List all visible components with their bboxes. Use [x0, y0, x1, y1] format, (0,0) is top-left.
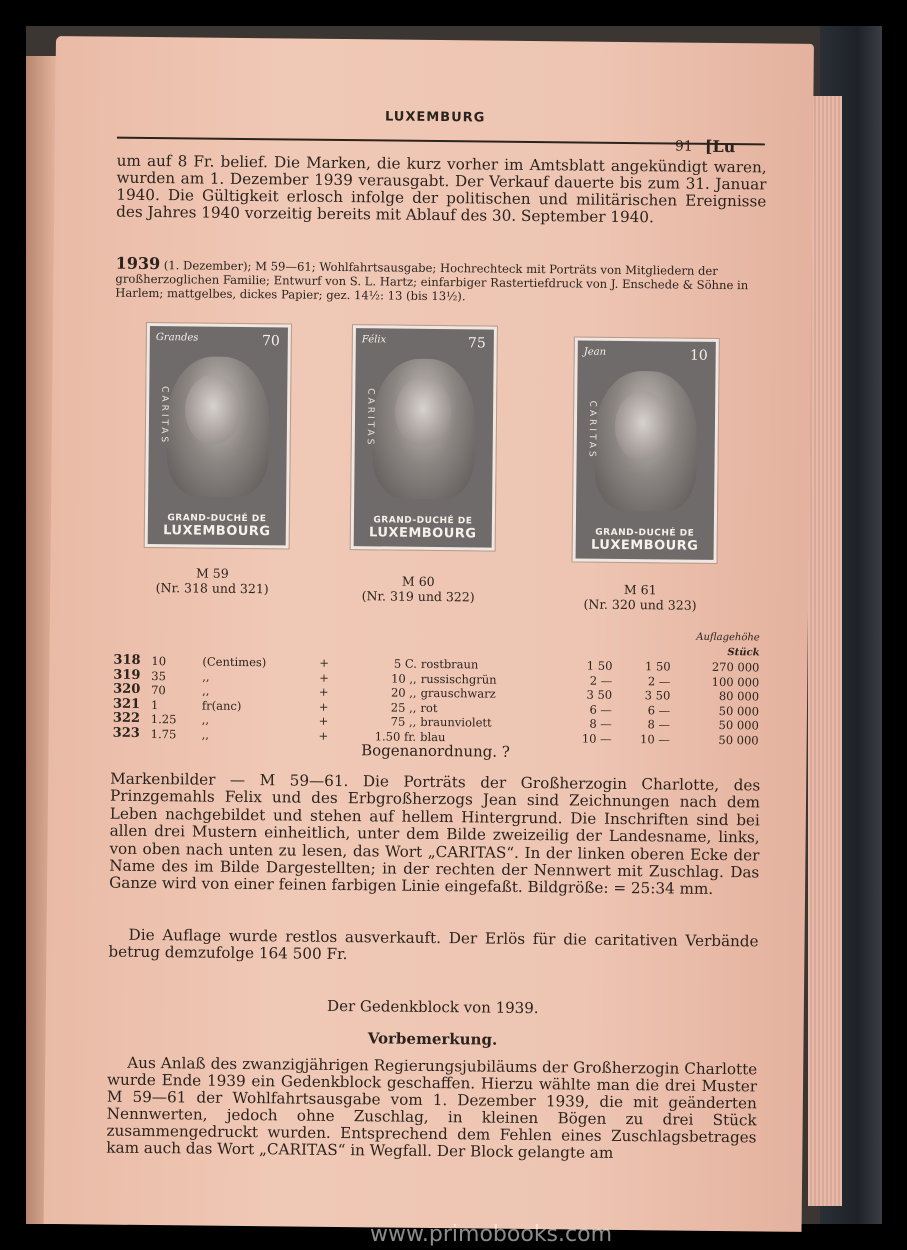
row-color: rostbraun [420, 656, 479, 672]
watermark: www.primobooks.com [369, 1222, 613, 1247]
country-line2: LUXEMBOURG [163, 523, 271, 540]
row-surcharge: 20 ,, [390, 685, 417, 700]
auflage-paragraph: Die Auflage wurde restlos ausverkauft. Der Erlös für die caritativen Verbände betrug demzufolge 164 500 Fr. [108, 925, 759, 964]
row-price2: 8 — [647, 717, 671, 732]
issue-year: 1939 [115, 253, 161, 274]
country-line1: GRAND-DUCHÉ DE [595, 527, 695, 539]
caption-nr: (Nr. 318 und 321) [155, 580, 269, 597]
row-nr: 320 [113, 681, 141, 697]
markenbilder-label: Markenbilder — M 59—61. [110, 769, 349, 791]
row-nr: 318 [113, 652, 141, 668]
header-rule [117, 137, 765, 146]
page-code: [Lu [704, 136, 736, 157]
row-plus: + [318, 713, 329, 728]
country-inscription [576, 527, 714, 553]
caritas-text: CARITAS [586, 400, 598, 460]
caption-m: M 60 [401, 573, 435, 589]
row-plus: + [319, 670, 329, 685]
country-inscription [148, 513, 286, 539]
row-surcharge: 5 C. [393, 656, 417, 671]
row-nr: 321 [112, 696, 141, 712]
row-count: 270 000 [711, 659, 760, 675]
values-table [111, 625, 762, 748]
gedenkblock-heading: Der Gedenkblock von 1939. [327, 996, 539, 1018]
row-unit: ,, [202, 669, 210, 684]
row-count: 50 000 [718, 732, 759, 747]
page-edges [808, 96, 842, 1206]
caption-m: M 59 [195, 565, 229, 581]
intro-paragraph: um auf 8 Fr. belief. Die Marken, die kurz vorher im Amtsblatt angekündigt waren, wurden am 1. Dezember 1939 verausgabt. Der Verkauf dauerte bis zum 31. Januar 1940. Die Gültigkeit erlosch infolge der politischen und militärischen Ereignisse des Jahres 1940 vorzeitig bereits mit Ablauf des 30. September 1940. [116, 151, 767, 227]
vorbemerkung-heading: Vorbemerkung. [367, 1029, 498, 1049]
row-value: 1.75 [150, 726, 177, 741]
stamp-name: Grandes [155, 332, 199, 344]
row-price2: 1 50 [644, 659, 671, 674]
running-head: LUXEMBURG [384, 109, 486, 126]
row-price2: 6 — [647, 702, 671, 717]
face [395, 377, 452, 448]
row-plus: + [318, 684, 329, 699]
header-stueck: Stück [727, 646, 760, 658]
row-surcharge: 10 ,, [391, 671, 417, 686]
row-price1: 8 — [589, 716, 612, 731]
issue-text: (1. Dezember); M 59—61; Wohlfahrtsausgabe; Hochrechteck mit Porträts von Mitgliedern der großherzoglichen Familie; Entwurf von S. L. Hartz; einfarbiger Rastertiefdruck von J. Enschede & Söhne in Harlem; mattgelbes, dickes Papier; gez. 14½: 13 (bis 13½). [115, 258, 749, 304]
stamp-m59 [145, 323, 291, 548]
markenbilder-text: Die Porträts der Großherzogin Charlotte, des Prinzgemahls Felix und des Erbgroßherzogs Jean sind Zeichnungen nach dem Leben nachgebildet und stehen auf hellem Hintergrund. Die Inschriften sind bei allen drei Mustern einheitlich, unter dem Bilde zweizeilig der Landesname, links, von oben nach unten zu lesen, das Wort „CARITAS“. In der linken oberen Ecke der Name des im Bilde Dargestellten; in der rechten der Nennwert mit Zuschlag. Das Ganze wird von einer feinen farbigen Linie eingefaßt. Bildgröße: = 25:34 mm. [109, 772, 761, 899]
row-unit: ,, [201, 712, 210, 727]
country-line2: LUXEMBOURG [590, 537, 699, 554]
stamp-name: Jean [583, 346, 607, 358]
row-price2: 10 — [639, 731, 670, 746]
row-price1: 6 — [589, 702, 613, 717]
row-count: 100 000 [711, 674, 760, 689]
row-value: 70 [151, 683, 166, 698]
portrait-charlotte [166, 356, 269, 497]
row-value: 35 [151, 668, 167, 683]
row-price2: 2 — [647, 673, 671, 688]
portrait-jean [594, 371, 697, 512]
row-count: 50 000 [718, 717, 759, 733]
stamp-caption [328, 573, 508, 605]
row-value: 1 [150, 697, 159, 712]
caritas-text: CARITAS [158, 386, 170, 446]
gedenkblock-paragraph: Aus Anlaß des zwanzigjährigen Regierungsjubiläums der Großherzogin Charlotte wurde Ende 1939 ein Gedenkblock geschaffen. Hierzu wählte man die drei Muster M 59—61 der Wohlfahrtsausgabe vom 1. Dezember 1939, die mit geänderten Nennwerten, jedoch ohne Zuschlag, in kleinen Bögen zu drei Stück zusammengedruckt wurden. Entsprechend dem Fehlen eines Zuschlagsbetrages kam auch das Wort „CARITAS“ in Wegfall. Der Block gelangte am [106, 1053, 758, 1162]
row-value: 1.25 [150, 712, 177, 727]
country-line1: GRAND-DUCHÉ DE [167, 513, 267, 525]
row-color: braunviolett [420, 714, 492, 730]
page-number: 91 [674, 138, 693, 155]
row-color: blau [420, 729, 446, 744]
country-inscription [354, 515, 492, 541]
book-photo [26, 26, 882, 1247]
face [615, 391, 672, 462]
row-nr: 319 [113, 667, 141, 683]
row-color: rot [420, 700, 438, 715]
stamp-name: Félix [361, 334, 387, 346]
row-unit: ,, [201, 727, 210, 742]
row-unit: ,, [202, 683, 210, 698]
stamp-value: 70 [261, 333, 280, 350]
row-nr: 323 [112, 725, 140, 741]
stamp-caption [550, 581, 730, 613]
caption-nr: (Nr. 320 und 323) [583, 596, 697, 613]
stamp-m60 [351, 325, 497, 550]
row-surcharge: 75 ,, [390, 714, 417, 729]
stamp-value: 75 [467, 335, 486, 352]
markenbilder-paragraph [109, 771, 760, 900]
caption-nr: (Nr. 319 und 322) [361, 588, 475, 605]
row-price1: 10 — [581, 731, 612, 746]
book-page [44, 36, 814, 1232]
row-unit: (Centimes) [202, 654, 267, 670]
portrait-felix [372, 358, 475, 499]
row-count: 50 000 [718, 703, 760, 718]
row-price1: 3 50 [586, 687, 613, 702]
bogenanordnung-heading: Bogenanordnung. ? [361, 741, 510, 761]
row-color: grauschwarz [420, 685, 496, 701]
row-surcharge: 25 ,, [390, 700, 417, 715]
country-line2: LUXEMBOURG [369, 525, 477, 542]
stamp-m61 [573, 337, 719, 562]
row-value: 10 [151, 654, 167, 669]
row-nr: 322 [112, 710, 141, 726]
row-plus: + [318, 728, 329, 743]
issue-description [115, 253, 765, 307]
row-price1: 2 — [589, 673, 613, 688]
face [185, 374, 242, 445]
row-surcharge: 1.50 fr. [374, 728, 417, 744]
header-auflage: Auflagehöhe [696, 631, 760, 644]
row-color: russischgrün [420, 671, 497, 687]
country-line1: GRAND-DUCHÉ DE [373, 515, 473, 527]
row-price1: 1 50 [586, 658, 613, 673]
caritas-text: CARITAS [364, 388, 376, 448]
row-plus: + [318, 699, 329, 714]
row-unit: fr(anc) [201, 698, 242, 713]
stamp-value: 10 [689, 347, 708, 364]
caption-m: M 61 [623, 581, 657, 598]
row-price2: 3 50 [644, 688, 671, 703]
stamp-caption [122, 565, 302, 597]
row-count: 80 000 [718, 688, 760, 704]
row-plus: + [319, 655, 329, 670]
